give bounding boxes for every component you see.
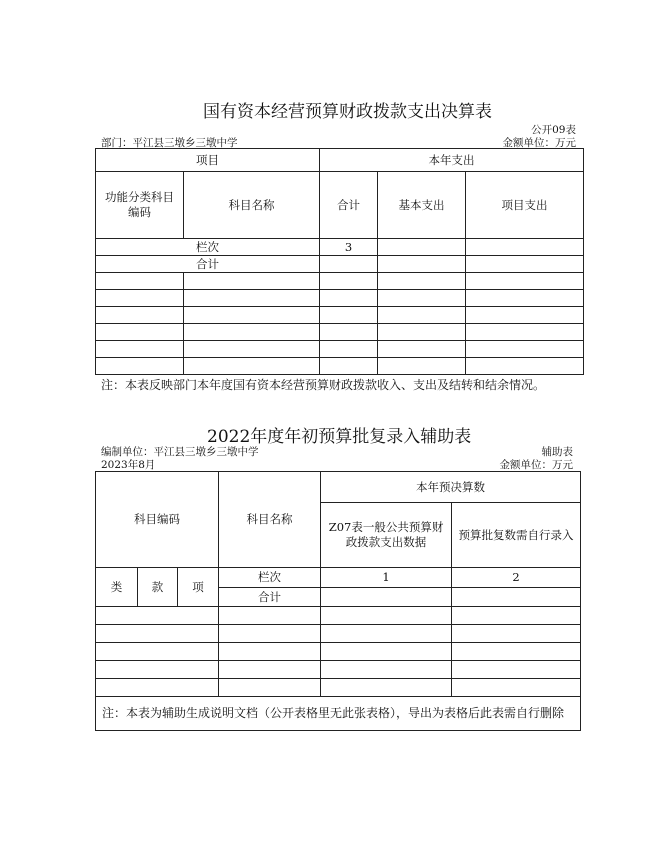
header-col2: 预算批复数需自行录入 — [452, 503, 581, 568]
column-row-label: 栏次 — [219, 568, 321, 588]
total-row-label: 合计 — [96, 256, 320, 273]
table-row — [96, 679, 581, 697]
header-total: 合计 — [320, 172, 378, 239]
table1-department: 部门：平江县三墩乡三墩中学 — [101, 137, 238, 149]
table-row — [96, 607, 581, 625]
table1-title: 国有资本经营预算财政拨款支出决算表 — [203, 102, 492, 122]
table2-type: 辅助表 — [541, 446, 573, 458]
header-col1: Z07表一般公共预算财政拨款支出数据 — [321, 503, 452, 568]
table1-unit: 金额单位：万元 — [502, 137, 576, 149]
header-lei: 类 — [96, 568, 138, 607]
header-code: 科目编码 — [96, 472, 219, 568]
table-row — [96, 324, 584, 341]
table-row — [96, 661, 581, 679]
table1 — [95, 148, 584, 375]
table2-date: 2023年8月 — [101, 459, 156, 471]
column-number: 3 — [320, 239, 378, 256]
table-row — [96, 273, 584, 290]
header-project: 项目支出 — [466, 172, 584, 239]
table1-note: 注：本表反映部门本年度国有资本经营预算财政拨款收入、支出及结转和结余情况。 — [101, 378, 546, 392]
header-current: 本年预决算数 — [321, 472, 581, 503]
table2-org: 编制单位：平江县三墩乡三墩中学 — [101, 446, 259, 458]
header-name: 科目名称 — [184, 172, 320, 239]
table-row — [96, 643, 581, 661]
table2-title: 2022年度年初预算批复录入辅助表 — [207, 427, 472, 447]
table2 — [95, 471, 581, 731]
header-basic: 基本支出 — [378, 172, 466, 239]
header-item: 项目 — [96, 149, 320, 172]
table-row — [96, 290, 584, 307]
table-row — [96, 625, 581, 643]
header-xiang: 项 — [178, 568, 219, 607]
table2-unit: 金额单位：万元 — [499, 459, 573, 471]
total-row-label: 合计 — [219, 588, 321, 607]
header-kuan: 款 — [138, 568, 178, 607]
table-row — [96, 358, 584, 375]
header-name: 科目名称 — [219, 472, 321, 568]
table1-number: 公开09表 — [531, 124, 576, 136]
header-code: 功能分类科目编码 — [96, 172, 184, 239]
table-row — [96, 307, 584, 324]
table2-note: 注：本表为辅助生成说明文档（公开表格里无此张表格），导出为表格后此表需自行删除 — [96, 697, 581, 731]
header-current-year-expense: 本年支出 — [320, 149, 584, 172]
table-row — [96, 341, 584, 358]
column-row-label: 栏次 — [96, 239, 320, 256]
column-number-2: 2 — [452, 568, 581, 588]
column-number-1: 1 — [321, 568, 452, 588]
